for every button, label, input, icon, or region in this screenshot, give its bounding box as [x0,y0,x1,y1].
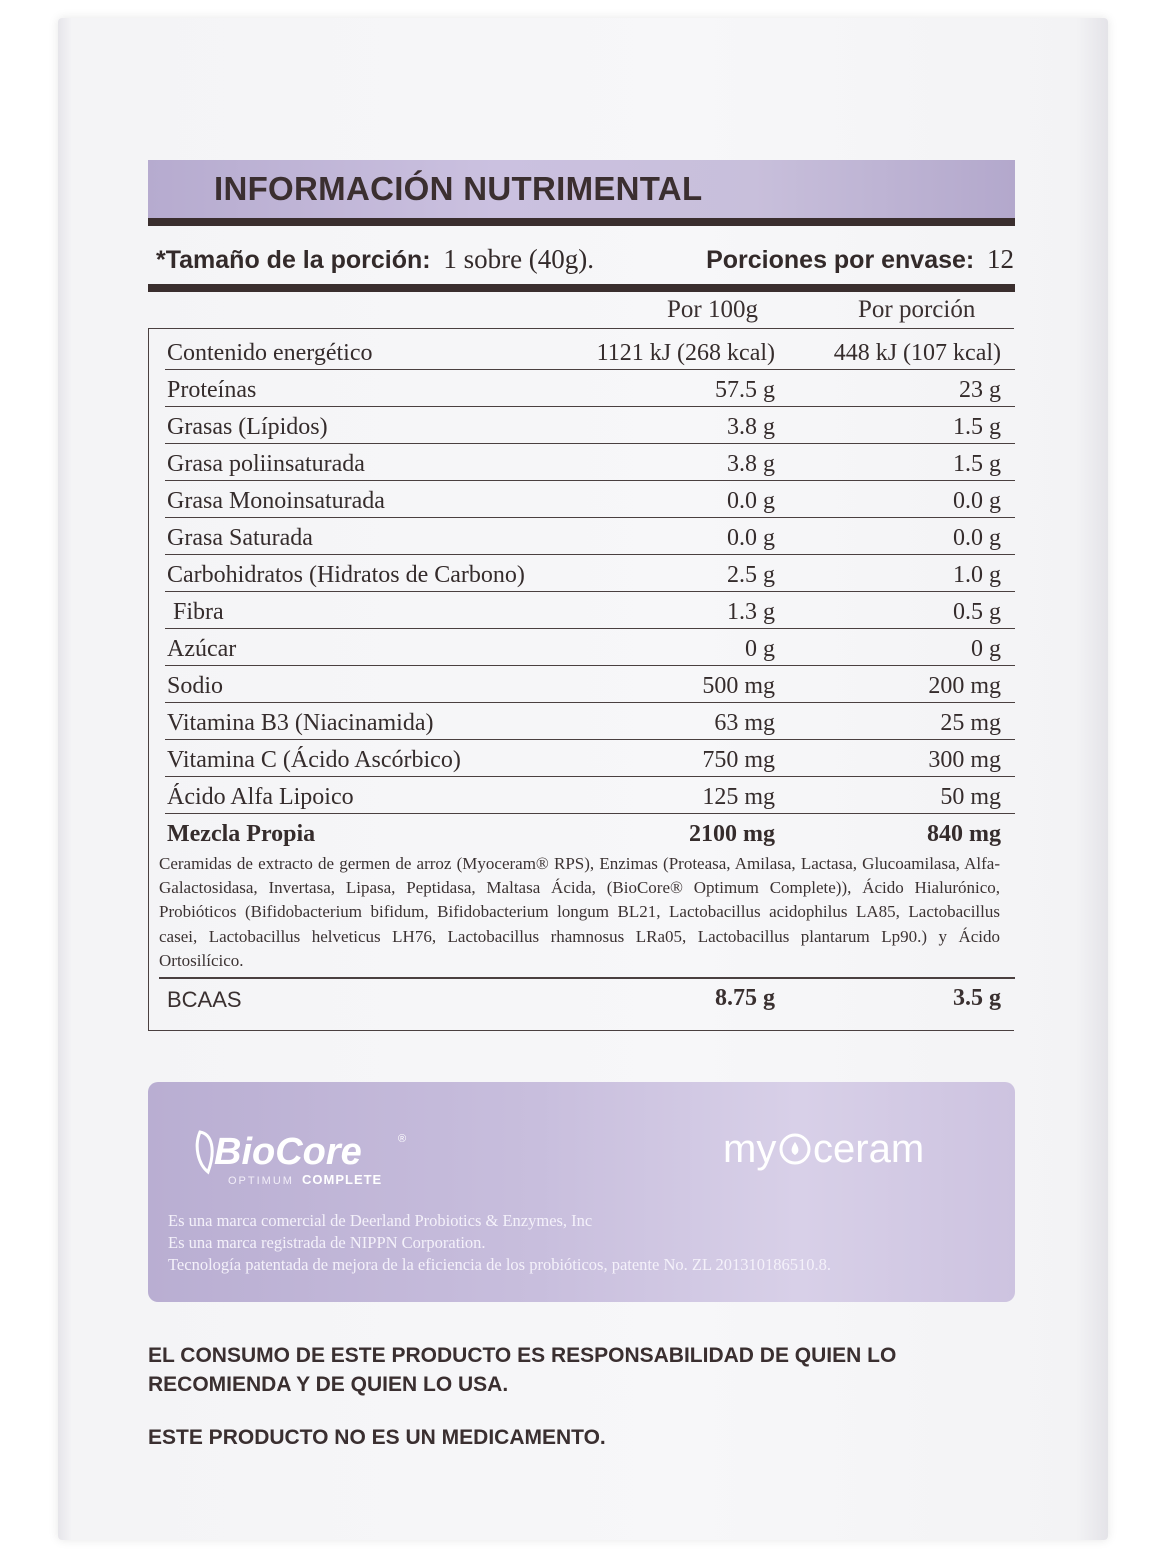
brand-note: Es una marca comercial de Deerland Probiotics & Enzymes, Inc [168,1211,593,1230]
value-per-serving: 0.5 g [953,599,1001,625]
nutrient-name: Fibra [167,599,224,625]
value-per-serving: 200 mg [928,673,1001,699]
brand-box [148,1082,1015,1302]
nutrient-name: Mezcla Propia [167,821,316,847]
table-row-proprietary-blend [165,814,1015,850]
value-per-serving: 23 g [959,377,1001,403]
value-per-serving: 300 mg [928,747,1001,773]
value-per-serving: 50 mg [940,784,1001,810]
title-rule [148,218,1015,226]
nutrient-name: Contenido energético [167,340,373,366]
title-bar [148,160,1015,218]
value-per-100g: 750 mg [702,747,775,773]
value-per-100g: 125 mg [702,784,775,810]
table-row-bcaa [165,985,1015,1021]
value-per-serving: 1.5 g [953,414,1001,440]
myoceram-text-left: my [723,1127,777,1171]
table-row [165,444,1015,481]
drop-icon [792,1142,799,1155]
leaf-icon [197,1132,212,1172]
value-per-100g: 3.8 g [727,451,775,477]
serving-size-label: *Tamaño de la porción: [156,246,431,274]
nutrient-name: Vitamina B3 (Niacinamida) [167,710,434,736]
value-per-serving: 3.5 g [953,985,1001,1011]
nutrient-name: Grasa Saturada [167,525,313,551]
nutrition-table [148,328,1014,1031]
table-row [165,481,1015,518]
serving-rule [148,284,1015,292]
table-row [165,629,1015,666]
value-per-100g: 500 mg [702,673,775,699]
myoceram-text-right: ceram [813,1127,925,1171]
table-row [165,333,1015,370]
table-row [165,777,1015,814]
table-row [165,518,1015,555]
table-row [165,666,1015,703]
nutrient-name: Sodio [167,673,224,699]
page-title: INFORMACIÓN NUTRIMENTAL [214,170,703,207]
biocore-sub-bold: COMPLETE [302,1172,383,1187]
column-header-per-100g: Por 100g [667,296,758,323]
table-row [165,407,1015,444]
nutrient-name: Grasa poliinsaturada [167,451,365,477]
brand-note: Es una marca registrada de NIPPN Corporation. [168,1233,486,1252]
brand-notes [168,1210,1008,1276]
nutrient-name: Ácido Alfa Lipoico [167,784,354,810]
value-per-serving: 0.0 g [953,488,1001,514]
biocore-logo-text: BioCore [214,1131,362,1173]
value-per-100g: 63 mg [714,710,775,736]
nutrient-name: Azúcar [167,636,237,662]
value-per-100g: 3.8 g [727,414,775,440]
value-per-100g: 1.3 g [727,599,775,625]
table-row [165,555,1015,592]
serving-info [156,244,1014,278]
value-per-100g: 2100 mg [689,821,775,847]
value-per-serving: 448 kJ (107 kcal) [833,340,1001,366]
value-per-serving: 0 g [971,636,1001,662]
nutrient-name: Proteínas [167,377,257,403]
biocore-sub-light: OPTIMUM [228,1175,294,1187]
value-per-100g: 0.0 g [727,488,775,514]
value-per-serving: 1.0 g [953,562,1001,588]
biocore-logo [194,1120,454,1190]
column-header-per-serving: Por porción [858,296,976,323]
table-row [165,592,1015,629]
value-per-100g: 8.75 g [715,985,775,1011]
blend-rule [159,977,1015,979]
nutrient-name: Carbohidratos (Hidratos de Carbono) [167,562,525,588]
value-per-serving: 25 mg [940,710,1001,736]
brand-note: Tecnología patentada de mejora de la eficiencia de los probióticos, patente No. ZL 201310186510.8. [168,1255,832,1274]
nutrient-name: Grasas (Lípidos) [167,414,328,440]
myoceram-logo [713,1122,973,1172]
nutrient-name: Grasa Monoinsaturada [167,488,385,514]
value-per-100g: 0.0 g [727,525,775,551]
biocore-registered-mark: ® [398,1133,407,1145]
serving-size-value: 1 sobre (40g). [443,244,595,274]
table-row [165,740,1015,777]
value-per-100g: 1121 kJ (268 kcal) [596,340,775,366]
responsibility-warning: EL CONSUMO DE ESTE PRODUCTO ES RESPONSABILIDAD DE QUIEN LO RECOMIENDA Y DE QUIEN LO USA. [148,1344,897,1396]
value-per-serving: 0.0 g [953,525,1001,551]
table-row [165,703,1015,740]
value-per-100g: 57.5 g [715,377,775,403]
blend-description: Ceramidas de extracto de germen de arroz (Myoceram® RPS), Enzimas (Proteasa, Amilasa, Lactasa, Glucoamilasa, Alfa-Galactosidasa, Invertasa, Lipasa, Peptidasa, Maltasa Ácida, (BioCore® Optimum Complete)), Ácido Hialurónico, Probióticos (Bifidobacterium bifidum, Bifidobacterium longum BL21, Lactobacillus acidophilus LA85, Lactobacillus casei, Lactobacillus helveticus LH76, Lactobacillus rhamnosus LRa05, Lactobacillus plantarum Lp90.) y Ácido Ortosilícico. [159,854,1000,970]
nutrient-name: BCAAS [167,987,242,1012]
table-row [165,370,1015,407]
value-per-serving: 840 mg [927,821,1001,847]
servings-per-container-label: Porciones por envase: [706,246,975,274]
value-per-serving: 1.5 g [953,451,1001,477]
not-medicine-warning: ESTE PRODUCTO NO ES UN MEDICAMENTO. [148,1426,606,1449]
servings-per-container-value: 12 [987,244,1014,274]
value-per-100g: 2.5 g [727,562,775,588]
nutrient-name: Vitamina C (Ácido Ascórbico) [167,747,461,773]
value-per-100g: 0 g [745,636,775,662]
